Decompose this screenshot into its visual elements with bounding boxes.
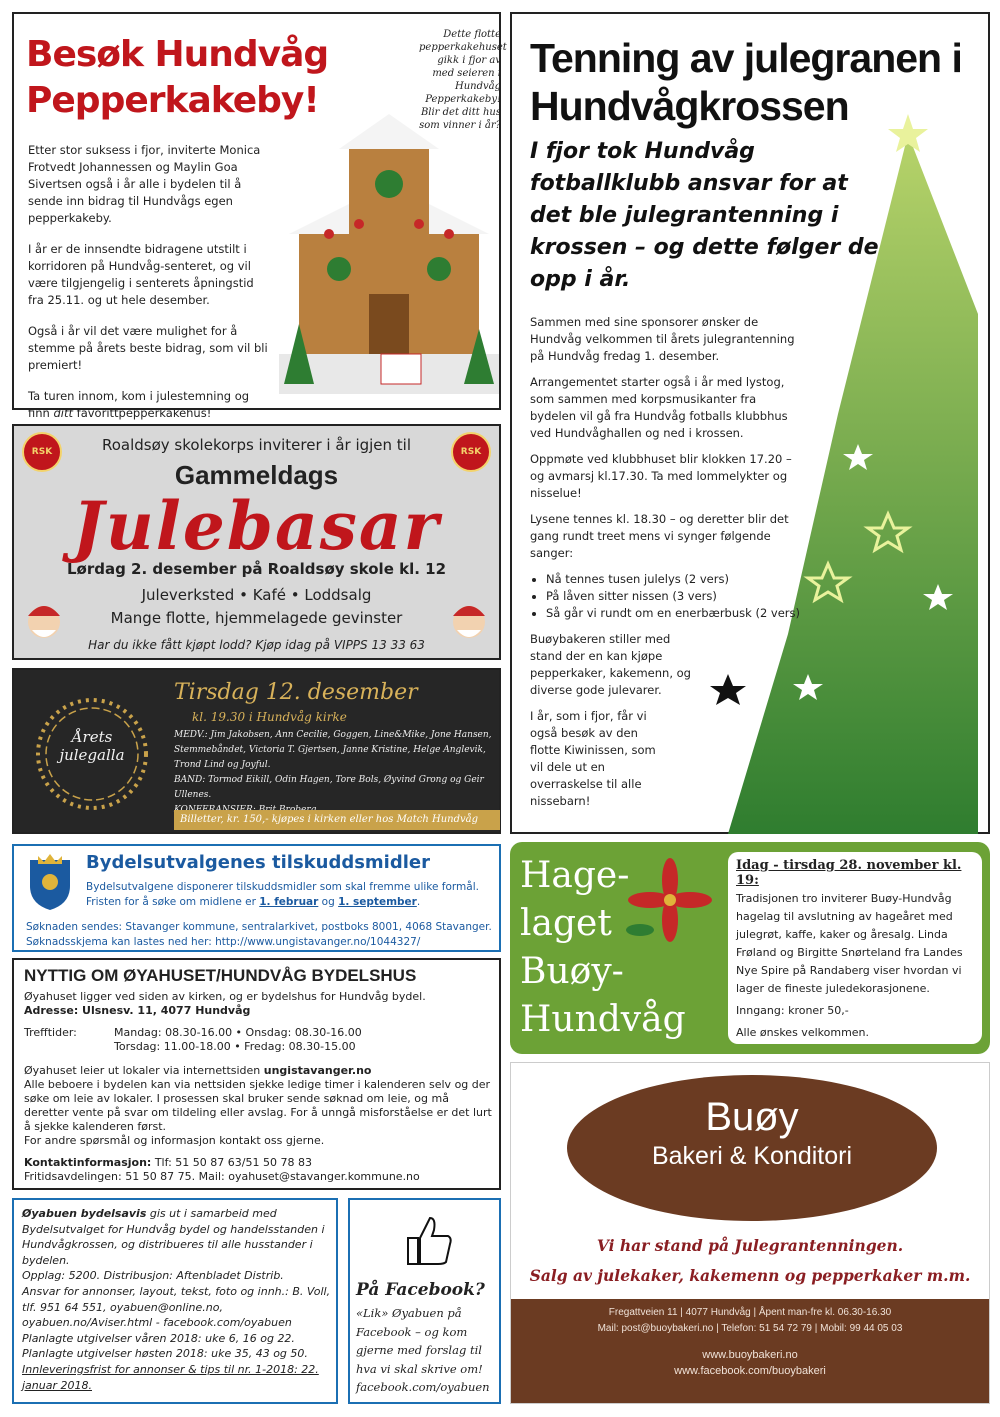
colophon-line: Opplag: 5200. Distribusjon: Aftenbladet Distrib. — [22, 1269, 284, 1283]
pepperkakeby-article — [12, 12, 507, 420]
nyttig-address: Adresse: Ulsnesv. 11, 4077 Hundvåg — [24, 1004, 251, 1017]
paragraph: Sammen med sine sponsorer ønsker de Hundvåg velkommen til årets julegrantenning på Hundvåg fredag 1. desember. — [530, 315, 795, 363]
korps-logo: RSK — [451, 432, 491, 472]
facebook-heading: På Facebook? — [356, 1280, 485, 1300]
julegalla-ad — [12, 668, 501, 834]
paragraph: Buøybakeren stiller med stand der en kan kjøpe pepperkaker, kakemenn, og diverse gode julevarer. — [530, 632, 691, 697]
paragraph: Alle ønskes velkommen. — [736, 1026, 870, 1039]
photo-caption: Dette flotte pepperkakehuset gikk i fjor av med seieren i Hundvåg Pepperkakeby! Blir det ditt hus som vinner i år? — [419, 29, 507, 131]
basar-lodd: Har du ikke fått kjøpt lodd? Kjøp idag på VIPPS 13 33 63 — [88, 638, 425, 652]
bakeri-slogan: Vi har stand på Julegrantenningen. — [596, 1236, 904, 1255]
basar-date: Lørdag 2. desember på Roaldsøy skole kl. 12 — [66, 560, 447, 578]
paragraph: Arrangementet starter også i år med lystog, som sammen med korpsmusikanter fra bydelen vil gå fra Hundvåg fotballs klubbhus ved Hundvåghallen og ned i krossen. — [530, 375, 788, 440]
trefftider-label: Trefftider: — [24, 1026, 77, 1039]
list-item: • Så går vi rundt om en enerbærbusk (2 vers) — [546, 605, 800, 622]
galla-band: BAND: Tormod Eikill, Odin Hagen, Tore Bols, Øyvind Grong og Geir Ullenes. — [174, 775, 484, 800]
tilskudd-text: Bydelsutvalgene disponerer tilskuddsmidler som skal fremme ulike formål. Fristen for å søke om midlene er 1. februar og 1. september. — [86, 881, 479, 908]
nyttig-contact: Kontaktinformasjon: Tlf: 51 50 87 63/51 50 78 83 — [24, 1156, 312, 1169]
julebasar-ad — [12, 424, 501, 660]
colophon-line: Planlagte utgivelser våren 2018: uke 6, 16 og 22. — [22, 1331, 295, 1345]
tilskudd-address: Søknaden sendes: Stavanger kommune, sentralarkivet, postboks 8001, 4068 Stavanger. — [26, 921, 492, 933]
hagelaget-ad — [510, 842, 990, 1054]
paragraph: I år er de innsendte bidragene utstilt i korridoren på Hundvåg-senteret, og vil være tilgjengelig i senterets åpningstid fra 25.11. og ut hele desember. — [28, 242, 254, 307]
paragraph: Tradisjonen tro inviterer Buøy-Hundvåg hagelag til avslutning av hageåret med julegrøt, kaffe, kaker og åresalg. Linda Frøland og Birgitte Snørteland fra Landes Nye Spire på Randaberg viser hvordan vi lager de fineste juledekorasjonene. — [736, 892, 963, 995]
nyttig-line: For andre spørsmål og informasjon kontakt oss gjerne. — [24, 1134, 325, 1147]
tilskudd-notice — [12, 844, 501, 952]
pepperkakeby-title: Besøk Hundvåg Pepperkakeby! — [26, 34, 329, 121]
basar-title: Julebasar — [72, 487, 441, 565]
oyahuset-info — [12, 958, 501, 1190]
facebook-text: «Lik» Øyabuen på Facebook – og kom gjerne med forslag til hva vi skal skrive om! facebook.com/oyabuen — [356, 1306, 490, 1394]
tilskudd-link[interactable]: Søknadsskjema kan lastes ned her: http://www.ungistavanger.no/1044327/ — [26, 936, 421, 948]
list-item: • På låven sitter nissen (3 vers) — [546, 588, 800, 605]
bakeri-slogan: Salg av julekaker, kakemenn og pepperkaker m.m. — [529, 1266, 971, 1285]
bakeri-ad — [510, 1062, 990, 1404]
thumbs-up-icon — [398, 1210, 458, 1270]
colophon-line: Ansvar for annonser, layout, tekst, foto og innh.: B. Voll, tlf. 951 64 551, oyabuen@online.no, oyabuen.no/Aviser.html - facebook.com/oyabuen — [22, 1284, 331, 1330]
paragraph: Lysene tennes kl. 18.30 – og deretter blir det gang rundt treet mens vi synger følgende sanger: — [530, 512, 789, 560]
nyttig-fritid: Fritidsavdelingen: 51 50 87 75. Mail: oyahuset@stavanger.kommune.no — [24, 1170, 420, 1183]
bakeri-logo — [567, 1075, 937, 1221]
basar-items: Juleverksted • Kafé • Loddsalg — [141, 586, 372, 604]
nyttig-line: Alle beboere i bydelen kan via nettsiden sjekke ledige timer i kalenderen selv og der søke om leie av lokaler. I prosessen skal bruker sende søknad om leie, og må deretter vente på svar om tildeling eller avslag. For å unngå misforståelse er det lurt å sjekke kalenderen først. — [24, 1078, 492, 1133]
tenning-lead: I fjor tok Hundvåg fotballklubb ansvar for at det ble julegrantenning i krossen – og dette følger de opp i år. — [530, 139, 879, 292]
paragraph: Ta turen innom, kom i julestemning og finn ditt favorittpepperkakehus! — [28, 389, 250, 420]
hagelaget-heading: Idag - tirsdag 28. november kl. 19: — [736, 858, 962, 888]
nyttig-title: NYTTIG OM ØYAHUSET/HUNDVÅG BYDELSHUS — [24, 966, 417, 985]
colophon-line: Planlagte utgivelser høsten 2018: uke 35, 43 og 50. — [22, 1347, 308, 1361]
gingerbread-house-image — [269, 104, 509, 404]
colophon-deadline: Innleveringsfrist for annonser & tips til nr. 1-2018: 22. januar 2018. — [22, 1362, 319, 1392]
song-list — [546, 571, 800, 622]
basar-items: Mange flotte, hjemmelagede gevinster — [110, 609, 403, 627]
basar-gammeldags: Gammeldags — [174, 460, 339, 490]
paragraph: Etter stor suksess i fjor, inviterte Monica Frotvedt Johannessen og Maylin Goa Sivertsen også i år alle i bydelen til å sende inn bidrag til Hundvågs egen pepperkakeby. — [28, 143, 261, 225]
nyttig-line: Øyahuset ligger ved siden av kirken, og er bydelshus for Hundvåg bydel. — [24, 990, 426, 1003]
paragraph: Også i år vil det være mulighet for å stemme på årets beste bidrag, som vil bli premiert! — [28, 324, 268, 372]
bakeri-subtitle: Bakeri & Konditori — [651, 1142, 853, 1170]
basar-invite: Roaldsøy skolekorps inviterer i år igjen til — [101, 436, 412, 454]
list-item: • Nå tennes tusen julelys (2 vers) — [546, 571, 800, 588]
facebook-box — [348, 1198, 501, 1404]
bakeri-facebook-link[interactable]: www.facebook.com/buoybakeri — [674, 1365, 826, 1377]
galla-medv: MEDV.: Jim Jakobsen, Ann Cecilie, Goggen, Line&Mike, Jone Hansen, Stemmebåndet, Victoria T. Gjertsen, Janne Kristine, Helge Anglevik, Trond Lind og Joyful. — [174, 730, 492, 770]
santa-horn-icon — [447, 596, 491, 644]
bakeri-web-link[interactable]: www.buoybakeri.no — [702, 1349, 798, 1361]
paragraph: I år, som i fjor, får vi også besøk av den flotte Kiwinissen, som vil dele ut en overraskelse til alle nissebarn! — [530, 709, 656, 808]
galla-time: kl. 19.30 i Hundvåg kirke — [192, 710, 347, 724]
galla-tickets: Billetter, kr. 150,- kjøpes i kirken eller hos Match Hundvåg — [174, 810, 500, 830]
tenning-title: Tenning av julegranen i Hundvågkrossen — [530, 35, 962, 129]
galla-wreath-text: Årets julegalla — [59, 728, 125, 764]
galla-date: Tirsdag 12. desember — [174, 680, 418, 705]
tilskudd-title: Bydelsutvalgenes tilskuddsmidler — [86, 852, 430, 873]
santa-horn-icon — [22, 596, 66, 644]
nyttig-line: Øyahuset leier ut lokaler via internettsiden ungistavanger.no — [24, 1064, 372, 1077]
bakeri-address: Fregattveien 11 | 4077 Hundvåg | Åpent man-fre kl. 06.30-16.30 — [608, 1307, 892, 1318]
oyabuen-colophon: Øyabuen bydelsavis gis ut i samarbeid med Bydelsutvalget for Hundvåg bydel og handelsstanden i Hundvågkrossen, og distribueres til alle husstander i bydelen. Opplag: 5200. Distribusjon: Aftenbladet Distrib. Ansvar for annonser, layout, tekst, foto og innh.: B. Voll, tlf. 951 64 551, oyabuen@online.no, oyabuen.no/Aviser.html - facebook.com/oyabuen Planlagte utgivelser våren 2018: uke 6, 16 og 22. Planlagte utgivelser høsten 2018: uke 35, 43 og 50. Innleveringsfrist for annonser & tips til nr. 1-2018: 22. januar 2018. — [12, 1198, 338, 1404]
paragraph: Inngang: kroner 50,- — [736, 1004, 849, 1017]
stavanger-crest-icon — [26, 852, 74, 912]
trefftider-line: Torsdag: 11.00-18.00 • Fredag: 08.30-15.00 — [114, 1040, 356, 1053]
hagelaget-title: Hage-laget Buøy-Hundvåg — [520, 855, 686, 1040]
julegrantenning-article — [510, 12, 990, 834]
korps-logo: RSK — [22, 432, 62, 472]
paragraph: Oppmøte ved klubbhuset blir klokken 17.20 – og avmarsj kl.17.30. Ta med lommelykter og nisselue! — [530, 452, 792, 500]
trefftider-line: Mandag: 08.30-16.00 • Onsdag: 08.30-16.00 — [114, 1026, 362, 1039]
bakeri-name: Buøy — [705, 1095, 799, 1139]
bakeri-contact: Mail: post@buoybakeri.no | Telefon: 51 54 72 79 | Mobil: 99 44 05 03 — [597, 1323, 903, 1334]
